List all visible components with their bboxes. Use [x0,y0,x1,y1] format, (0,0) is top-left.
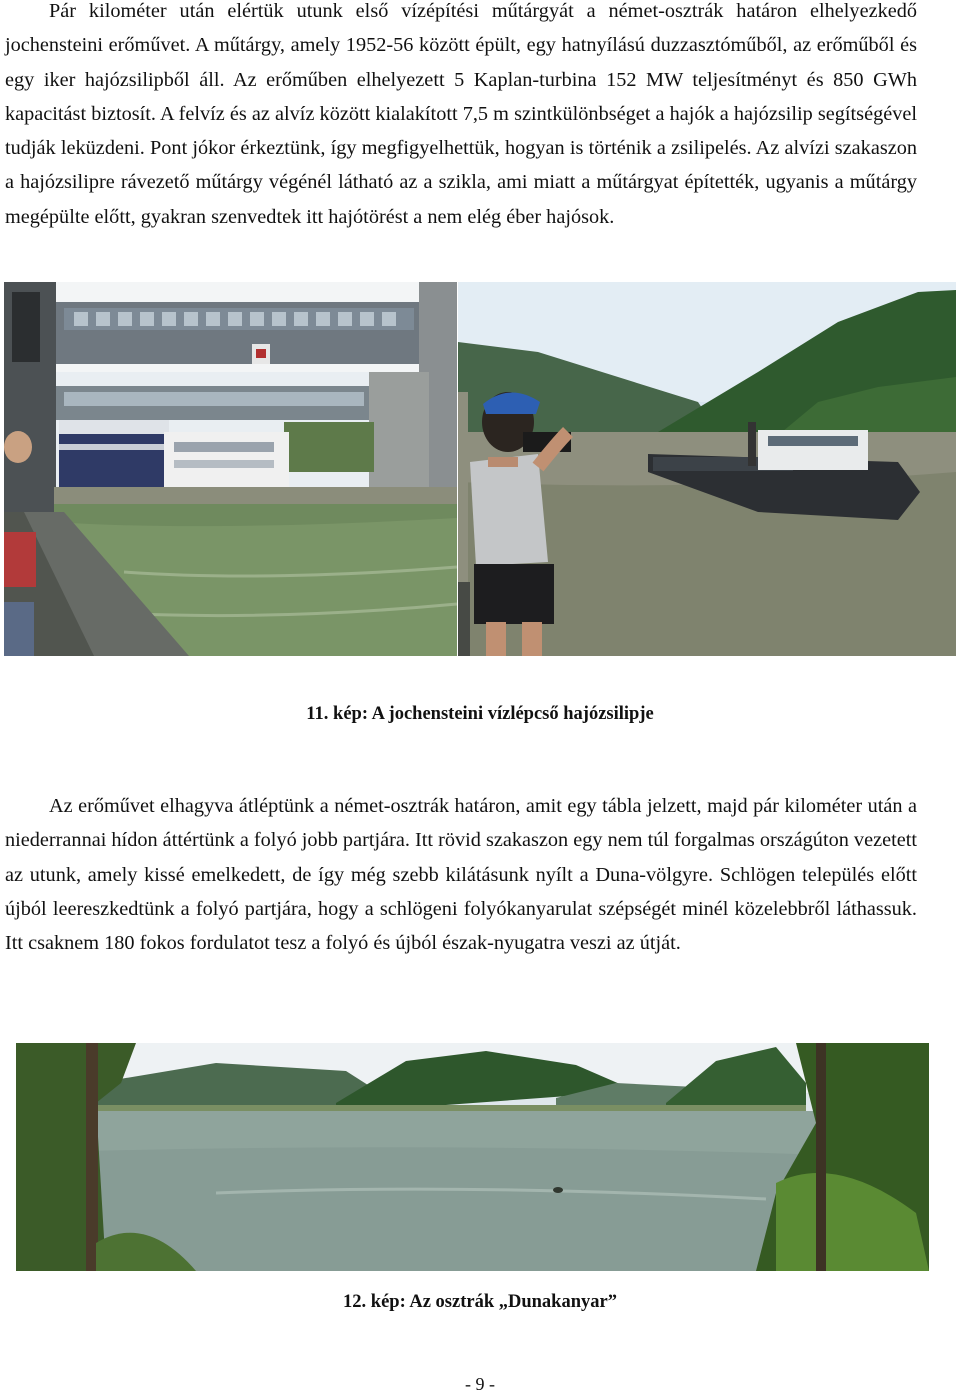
photo-danube-bend [16,1043,929,1271]
body-paragraph-2: Az erőművet elhagyva átléptünk a német-osztrák határon, amit egy tábla jelzett, majd pár kilométer után a niederrannai hídon áttértünk a folyó jobb partjára. Itt rövid szakaszon egy nem túl forgalmas országúton vezetett az utunk, amely kissé emelkedett, de így még szebb kilátásunk nyílt a Duna-völgyre. Schlögen település előtt újból leereszkedtünk a folyó partjára, hogy a schlögeni folyókanyarulat szépségét minél közelebbről láthassuk. Itt csaknem 180 fokos fordulatot tesz a folyó és újból észak-nyugatra veszi az útját. [5,795,917,955]
figure-caption-11: 11. kép: A jochensteini vízlépcső hajózsilipje [306,704,654,724]
photo-ship-lock [4,282,457,656]
photo-barge-river [458,282,956,656]
figure-caption-12: 12. kép: Az osztrák „Dunakanyar” [343,1292,617,1312]
page-number: - 9 - [465,1374,495,1394]
body-paragraph-1: Pár kilométer után elértük utunk első vízépítési műtárgyát a német-osztrák határon elhelyezkedő jochensteini erőművet. A műtárgy, amely 1952-56 között épült, egy hatnyílású duzzasztóműből, az erőműből és egy iker hajózsilipből áll. Az erőműben elhelyezett 5 Kaplan-turbina 152 MW teljesítményt és 850 GWh kapacitást biztosít. A felvíz és az alvíz között kialakított 7,5 m szintkülönbséget a hajók a hajózsilip segítségével tudják leküzdeni. Pont jókor érkeztünk, így megfigyelhettük, hogyan is történik a zsilipelés. Az alvízi szakaszon a hajózsilipre rávezető műtárgy végénél látható az a szikla, ami miatt a műtárgyat építették, ugyanis a műtárgy megépülte előtt, gyakran szenvedtek itt hajótörést a nem elég éber hajósok. [5,0,917,228]
